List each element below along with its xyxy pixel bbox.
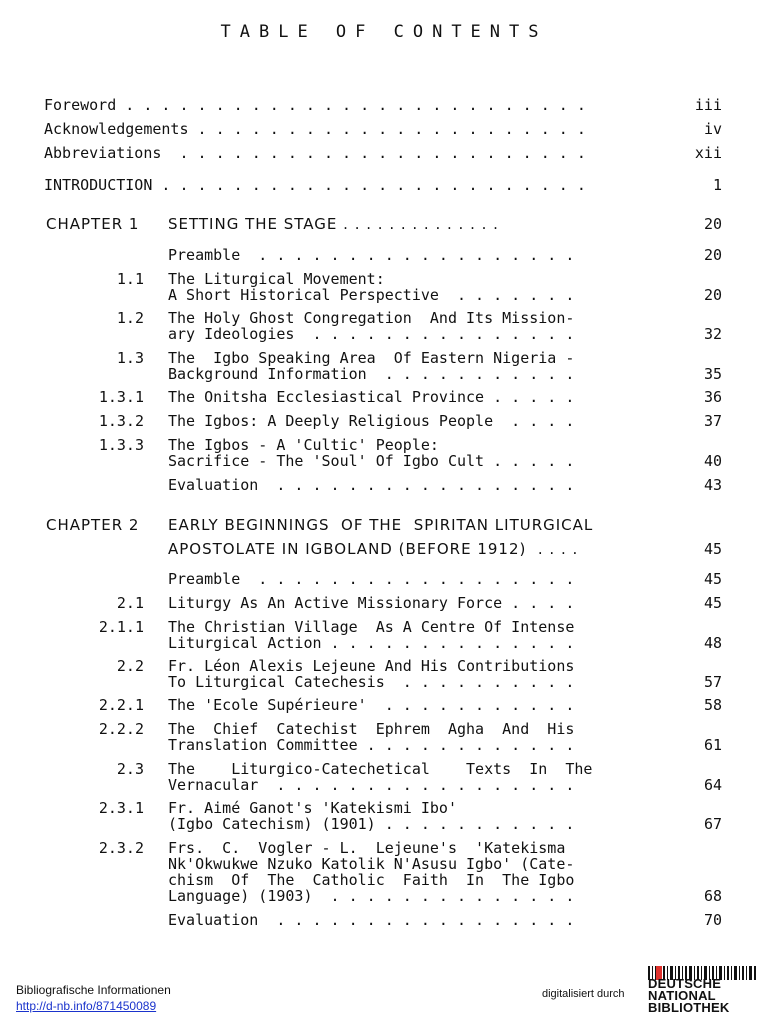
toc-entry-number: 2.2 xyxy=(116,657,144,675)
page-title: TABLE OF CONTENTS xyxy=(220,22,548,42)
toc-entry xyxy=(0,697,768,713)
toc-entry-line: To Liturgical Catechesis . . . . . . . . . . xyxy=(168,673,575,691)
toc-entry xyxy=(0,310,768,342)
toc-entry-line: The Onitsha Ecclesiastical Province . . . . . xyxy=(168,388,575,406)
toc-entry-page: 57 xyxy=(703,673,722,691)
toc-entry-line: Liturgy As An Active Missionary Force . . . . xyxy=(168,594,575,612)
toc-entry-page: 70 xyxy=(703,911,722,929)
toc-entry-number: 2.3 xyxy=(116,760,144,778)
toc-entry-line: Language) (1903) . . . . . . . . . . . . . . xyxy=(168,887,575,905)
toc-entry-line: A Short Historical Perspective . . . . . . . xyxy=(168,286,575,304)
chapter-2-label: CHAPTER 2 xyxy=(46,516,140,534)
bibliographic-link[interactable]: http://d-nb.info/871450089 xyxy=(16,999,157,1013)
toc-entry xyxy=(0,595,768,611)
toc-entry xyxy=(0,247,768,263)
toc-entry-line: The Igbo Speaking Area Of Eastern Nigeria - xyxy=(168,349,575,367)
toc-entry xyxy=(0,840,768,904)
toc-entry-line: The Christian Village As A Centre Of Intense xyxy=(168,618,575,636)
toc-entry-page: 35 xyxy=(703,365,722,383)
toc-entry-page: 1 xyxy=(712,176,722,194)
toc-entry-line: The Liturgico-Catechetical Texts In The xyxy=(168,760,593,778)
toc-entry-number: 2.3.1 xyxy=(98,799,144,817)
toc-entry-line: Nk'Okwukwe Nzuko Katolik N'Asusu Igbo' (Cate- xyxy=(168,855,575,873)
chapter-2-page: 45 xyxy=(703,540,722,558)
toc-entry-line: The 'Ecole Supérieure' . . . . . . . . . . . xyxy=(168,696,575,714)
toc-entry-page: iv xyxy=(703,120,722,138)
toc-entry-label: Abbreviations . . . . . . . . . . . . . . . . . . . . . . . xyxy=(44,144,586,162)
toc-entry-number: 2.2.2 xyxy=(98,720,144,738)
chapter-1-title: SETTING THE STAGE . . . . . . . . . . . . . . xyxy=(168,215,499,233)
dnb-logo-line-3: BIBLIOTHEK xyxy=(648,1000,730,1015)
toc-entry-line: The Liturgical Movement: xyxy=(168,270,385,288)
toc-entry-number: 2.3.2 xyxy=(98,839,144,857)
toc-entry-line: Fr. Léon Alexis Lejeune And His Contributions xyxy=(168,657,575,675)
toc-entry-line: The Igbos: A Deeply Religious People . . . . xyxy=(168,412,575,430)
toc-entry-page: iii xyxy=(694,96,722,114)
toc-front-entry xyxy=(0,145,768,163)
toc-entry-page: 58 xyxy=(703,696,722,714)
toc-entry-line: Preamble . . . . . . . . . . . . . . . . . . xyxy=(168,570,575,588)
chapter-1-heading xyxy=(0,216,768,234)
toc-entry-label: Acknowledgements . . . . . . . . . . . . . . . . . . . . . . xyxy=(44,120,586,138)
toc-entry xyxy=(0,912,768,928)
toc-entry-number: 1.3 xyxy=(116,349,144,367)
toc-entry-line: Sacrifice - The 'Soul' Of Igbo Cult . . . . . xyxy=(168,452,575,470)
toc-entry-page: 64 xyxy=(703,776,722,794)
toc-front-entry xyxy=(0,177,768,195)
toc-entry-page: 40 xyxy=(703,452,722,470)
toc-entry-line: ary Ideologies . . . . . . . . . . . . . . . xyxy=(168,325,575,343)
toc-entry-page: 48 xyxy=(703,634,722,652)
toc-entry-label: Foreword . . . . . . . . . . . . . . . . . . . . . . . . . . xyxy=(44,96,586,114)
chapter-2-heading xyxy=(0,517,768,557)
toc-entry xyxy=(0,350,768,382)
toc-entry-page: 45 xyxy=(703,594,722,612)
chapter-1-label: CHAPTER 1 xyxy=(46,215,140,233)
toc-entry-line: chism Of The Catholic Faith In The Igbo xyxy=(168,871,575,889)
toc-entry-line: Evaluation . . . . . . . . . . . . . . . . . xyxy=(168,911,575,929)
toc-entry-line: Fr. Aimé Ganot's 'Katekismi Ibo' xyxy=(168,799,457,817)
toc-entry xyxy=(0,413,768,429)
toc-entry-page: 67 xyxy=(703,815,722,833)
toc-entry-line: The Chief Catechist Ephrem Agha And His xyxy=(168,720,575,738)
toc-entry-line: Background Information . . . . . . . . . . . xyxy=(168,365,575,383)
toc-entry-page: 20 xyxy=(703,246,722,264)
toc-entry-page: 37 xyxy=(703,412,722,430)
toc-entry-page: 20 xyxy=(703,286,722,304)
toc-entry-number: 1.2 xyxy=(116,309,144,327)
toc-entry-line: The Igbos - A 'Cultic' People: xyxy=(168,436,439,454)
toc-entry-line: Vernacular . . . . . . . . . . . . . . . . . xyxy=(168,776,575,794)
chapter-1-page: 20 xyxy=(703,215,722,233)
toc-entry-number: 2.2.1 xyxy=(98,696,144,714)
toc-entry-page: 68 xyxy=(703,887,722,905)
toc-entry xyxy=(0,761,768,793)
toc-entry-number: 1.3.2 xyxy=(98,412,144,430)
toc-front-entry xyxy=(0,97,768,115)
dnb-logo-line-2: NATIONAL xyxy=(648,988,716,1003)
toc-entry-page: 36 xyxy=(703,388,722,406)
toc-entry-number: 1.3.3 xyxy=(98,436,144,454)
bibliographic-info xyxy=(16,982,171,1014)
toc-entry-line: Preamble . . . . . . . . . . . . . . . . . . xyxy=(168,246,575,264)
chapter-2-title-line-1: EARLY BEGINNINGS OF THE SPIRITAN LITURGICAL xyxy=(168,516,594,534)
chapter-2-title-line-2: APOSTOLATE IN IGBOLAND (BEFORE 1912) . . . . xyxy=(168,540,579,558)
digitized-by-label: digitalisiert durch xyxy=(542,988,625,1000)
toc-entry xyxy=(0,571,768,587)
toc-entry-line: Translation Committee . . . . . . . . . . . . xyxy=(168,736,575,754)
toc-entry-number: 1.1 xyxy=(116,270,144,288)
toc-entry xyxy=(0,619,768,651)
toc-entry-page: xii xyxy=(694,144,722,162)
toc-entry xyxy=(0,389,768,405)
dnb-logo-line-1: DEUTSCHE xyxy=(648,976,722,991)
toc-entry xyxy=(0,721,768,753)
toc-entry xyxy=(0,271,768,303)
toc-entry-page: 45 xyxy=(703,570,722,588)
toc-entry-line: The Holy Ghost Congregation And Its Mission- xyxy=(168,309,575,327)
toc-entry-number: 2.1 xyxy=(116,594,144,612)
toc-entry xyxy=(0,477,768,493)
toc-entry xyxy=(0,800,768,832)
toc-entry-page: 43 xyxy=(703,476,722,494)
dnb-logo xyxy=(648,966,758,1022)
toc-entry xyxy=(0,437,768,469)
toc-entry-page: 61 xyxy=(703,736,722,754)
toc-entry-line: (Igbo Catechism) (1901) . . . . . . . . . . . xyxy=(168,815,575,833)
toc-front-entry xyxy=(0,121,768,139)
toc-entry-label: INTRODUCTION . . . . . . . . . . . . . . . . . . . . . . . . xyxy=(44,176,586,194)
toc-entry xyxy=(0,658,768,690)
toc-entry-line: Liturgical Action . . . . . . . . . . . . . . xyxy=(168,634,575,652)
toc-entry-number: 2.1.1 xyxy=(98,618,144,636)
toc-entry-line: Frs. C. Vogler - L. Lejeune's 'Katekisma xyxy=(168,839,566,857)
toc-entry-number: 1.3.1 xyxy=(98,388,144,406)
toc-entry-line: Evaluation . . . . . . . . . . . . . . . . . xyxy=(168,476,575,494)
bibliographic-info-label: Bibliografische Informationen xyxy=(16,983,171,997)
toc-entry-page: 32 xyxy=(703,325,722,343)
